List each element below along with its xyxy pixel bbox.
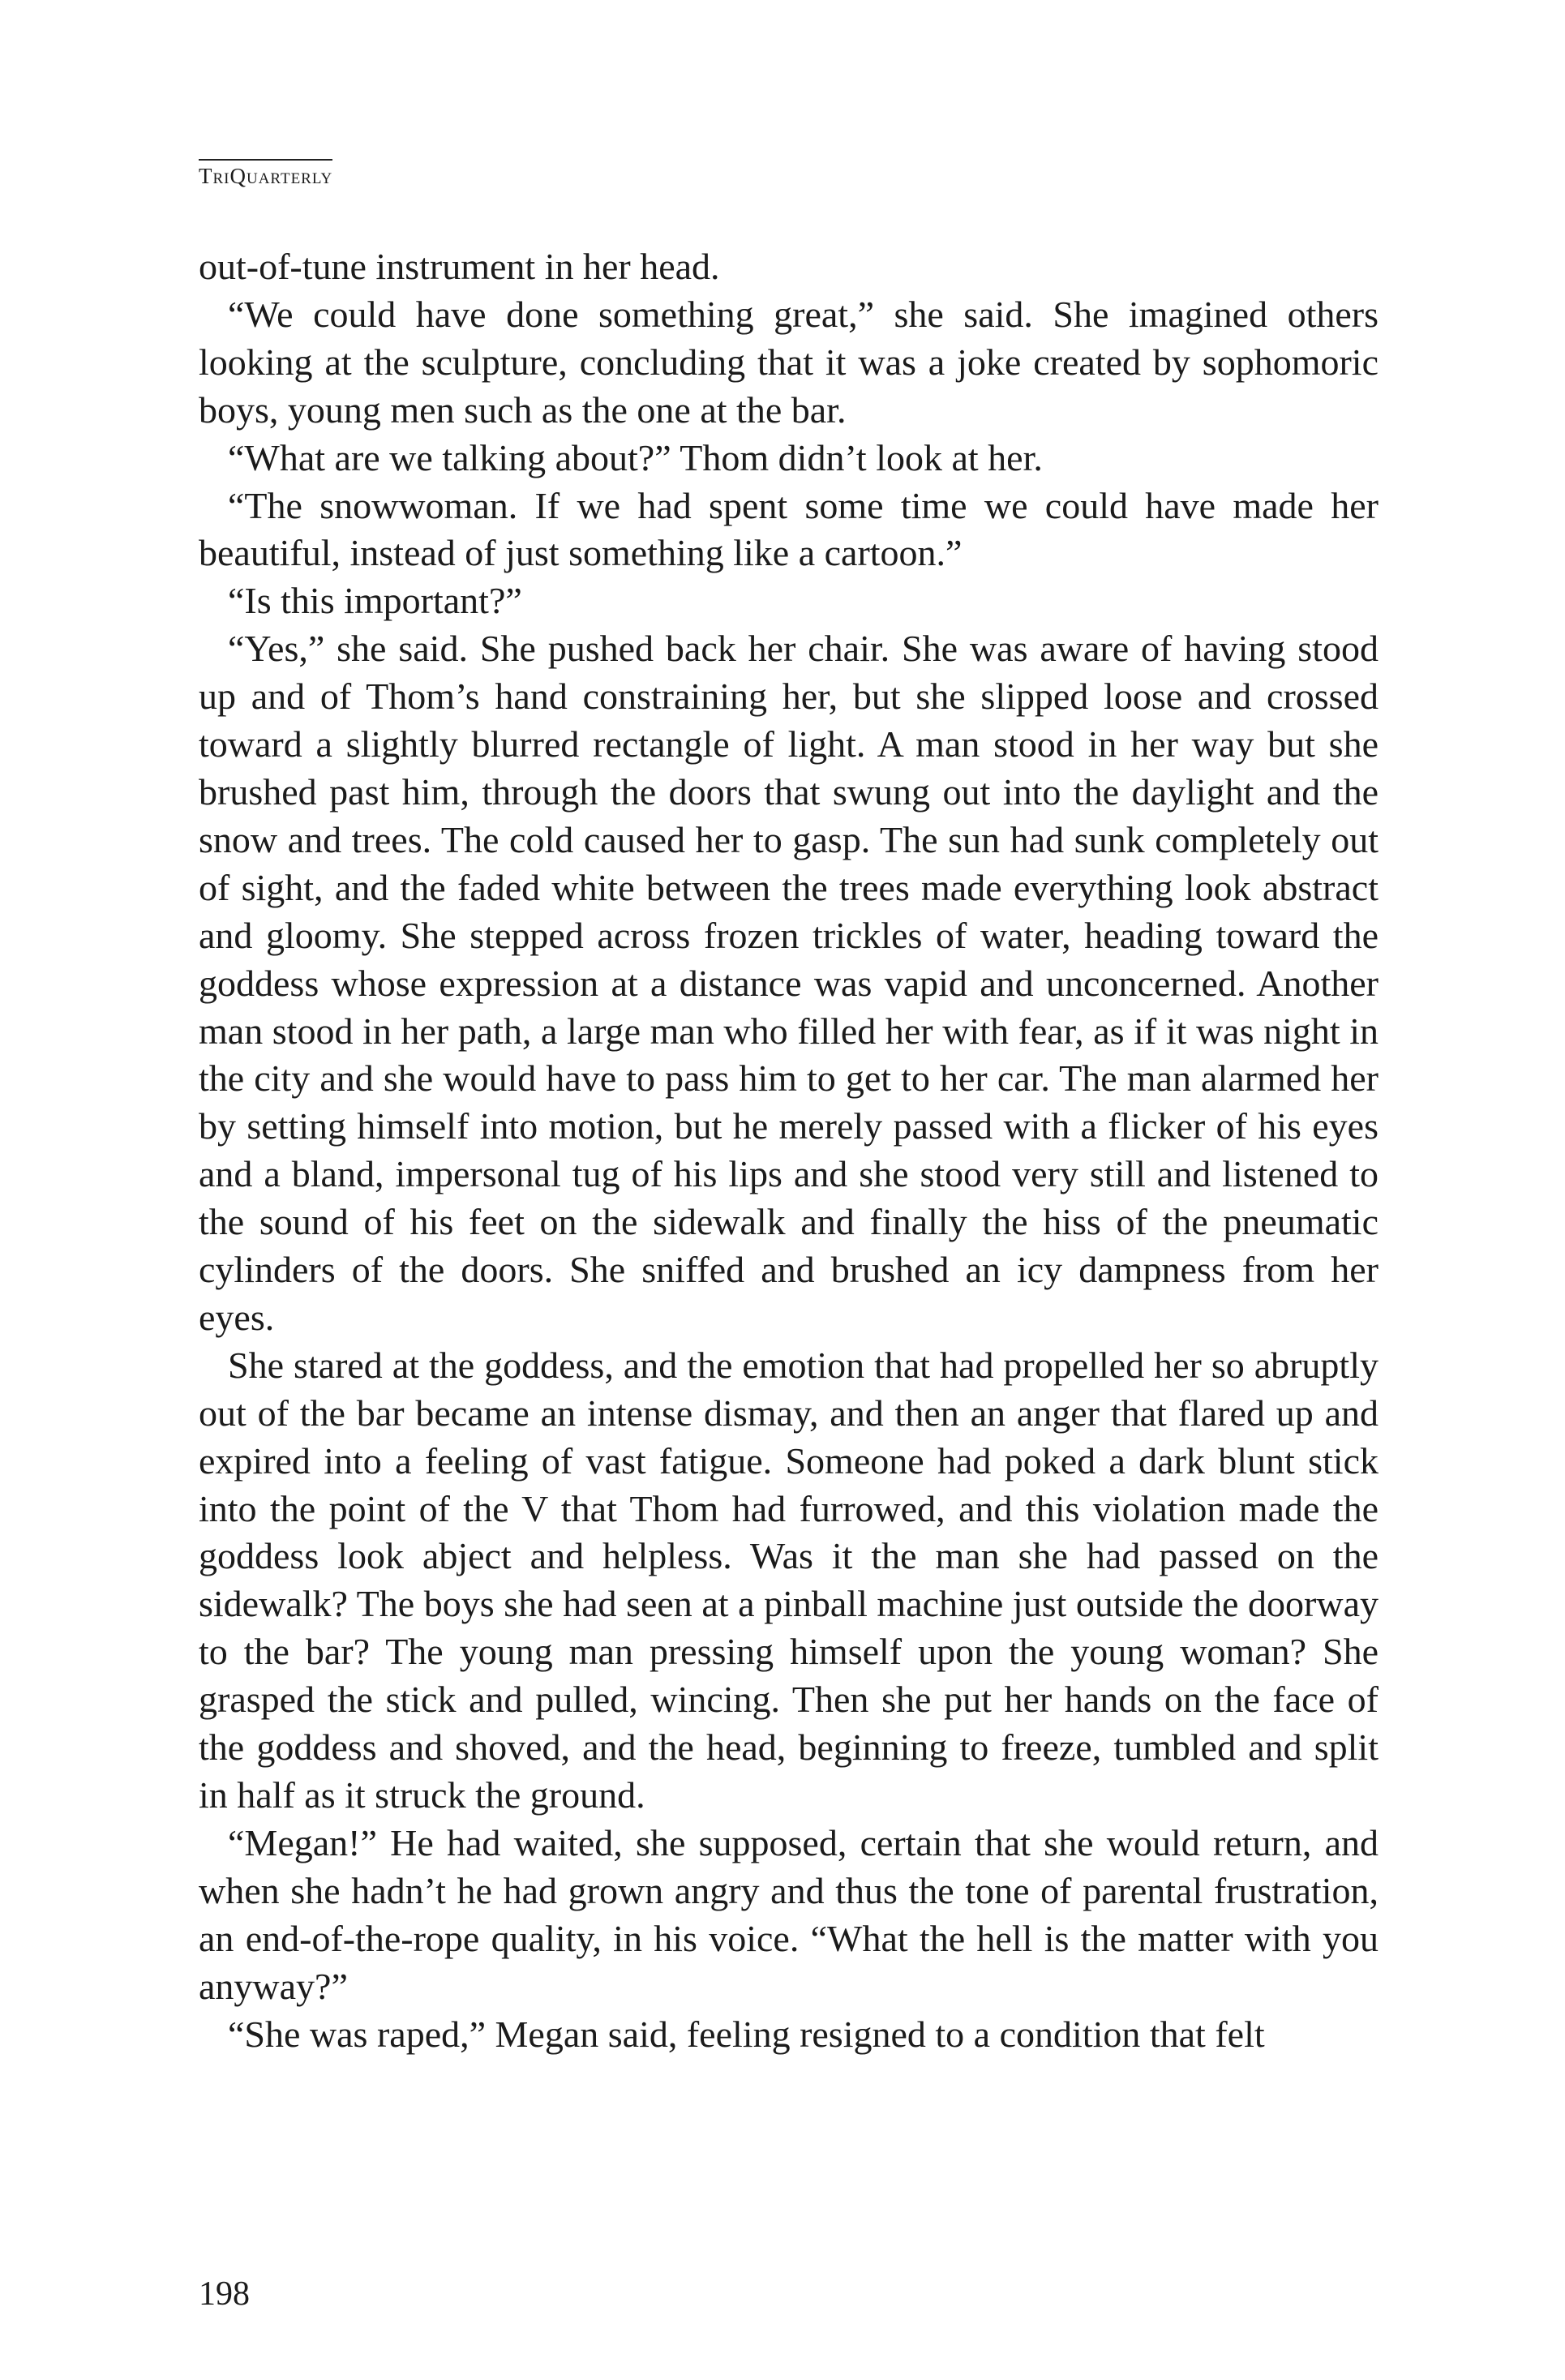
page-number: 198 bbox=[199, 2275, 250, 2313]
paragraph: “She was raped,” Megan said, feeling resigned to a condition that felt bbox=[228, 2013, 1265, 2055]
running-head-text: TriQuarterly bbox=[199, 164, 333, 188]
paragraph: She stared at the goddess, and the emotion that had propelled her so abruptly out of the bar became an intense dismay, and then an anger that flared up and expired into a feeling of vast fatigue. Someone had poked a dark blunt stick into the point of the V that Thom had furrowed, and this violation made the goddess look abject and helpless. Was it the man she had passed on the sidewalk? The boys she had seen at a pinball machine just outside the doorway to the bar? The young man pressing himself upon the young woman? She grasped the stick and pulled, wincing. Then she put her hands on the face of the goddess and shoved, and the head, beginning to freeze, tumbled and split in half as it struck the ground. bbox=[199, 1344, 1378, 1816]
paragraph: “Is this important?” bbox=[228, 580, 522, 622]
paragraph: “Yes,” she said. She pushed back her chair. She was aware of having stood up and of Thom’s hand constraining her, but she slipped loose and crossed toward a slightly blurred rectangle of light. A man stood in her way but she brushed past him, through the doors that swung out into the daylight and the snow and trees. The cold caused her to gasp. The sun had sunk completely out of sight, and the faded white between the trees made everything look abstract and gloomy. She stepped across frozen trickles of water, heading toward the goddess whose expression at a distance was vapid and unconcerned. Another man stood in her path, a large man who filled her with fear, as if it was night in the city and she would have to pass him to get to her car. The man alarmed her by setting himself into motion, but he merely passed with a flicker of his eyes and a bland, impersonal tug of his lips and she stood very still and listened to the sound of his feet on the sidewalk and finally the hiss of the pneumatic cylinders of the doors. She sniffed and brushed an icy dampness from her eyes. bbox=[199, 628, 1378, 1338]
paragraph: “The snowwoman. If we had spent some time we could have made her beautiful, instead of just something like a cartoon.” bbox=[199, 484, 1378, 574]
paragraph: “What are we talking about?” Thom didn’t look at her. bbox=[228, 436, 1043, 478]
running-head bbox=[199, 159, 332, 189]
paragraph: “Megan!” He had waited, she supposed, certain that she would return, and when she hadn’t he had grown angry and thus the tone of parental frustration, an end-of-the-rope quality, in his voice. “What the hell is the matter with you anyway?” bbox=[199, 1821, 1378, 2007]
paragraph: “We could have done something great,” she said. She imagined others looking at the sculpture, concluding that it was a joke created by sophomoric boys, young men such as the one at the bar. bbox=[199, 293, 1378, 431]
paragraph: out-of-tune instrument in her head. bbox=[199, 246, 720, 287]
body-text bbox=[199, 243, 1378, 2058]
